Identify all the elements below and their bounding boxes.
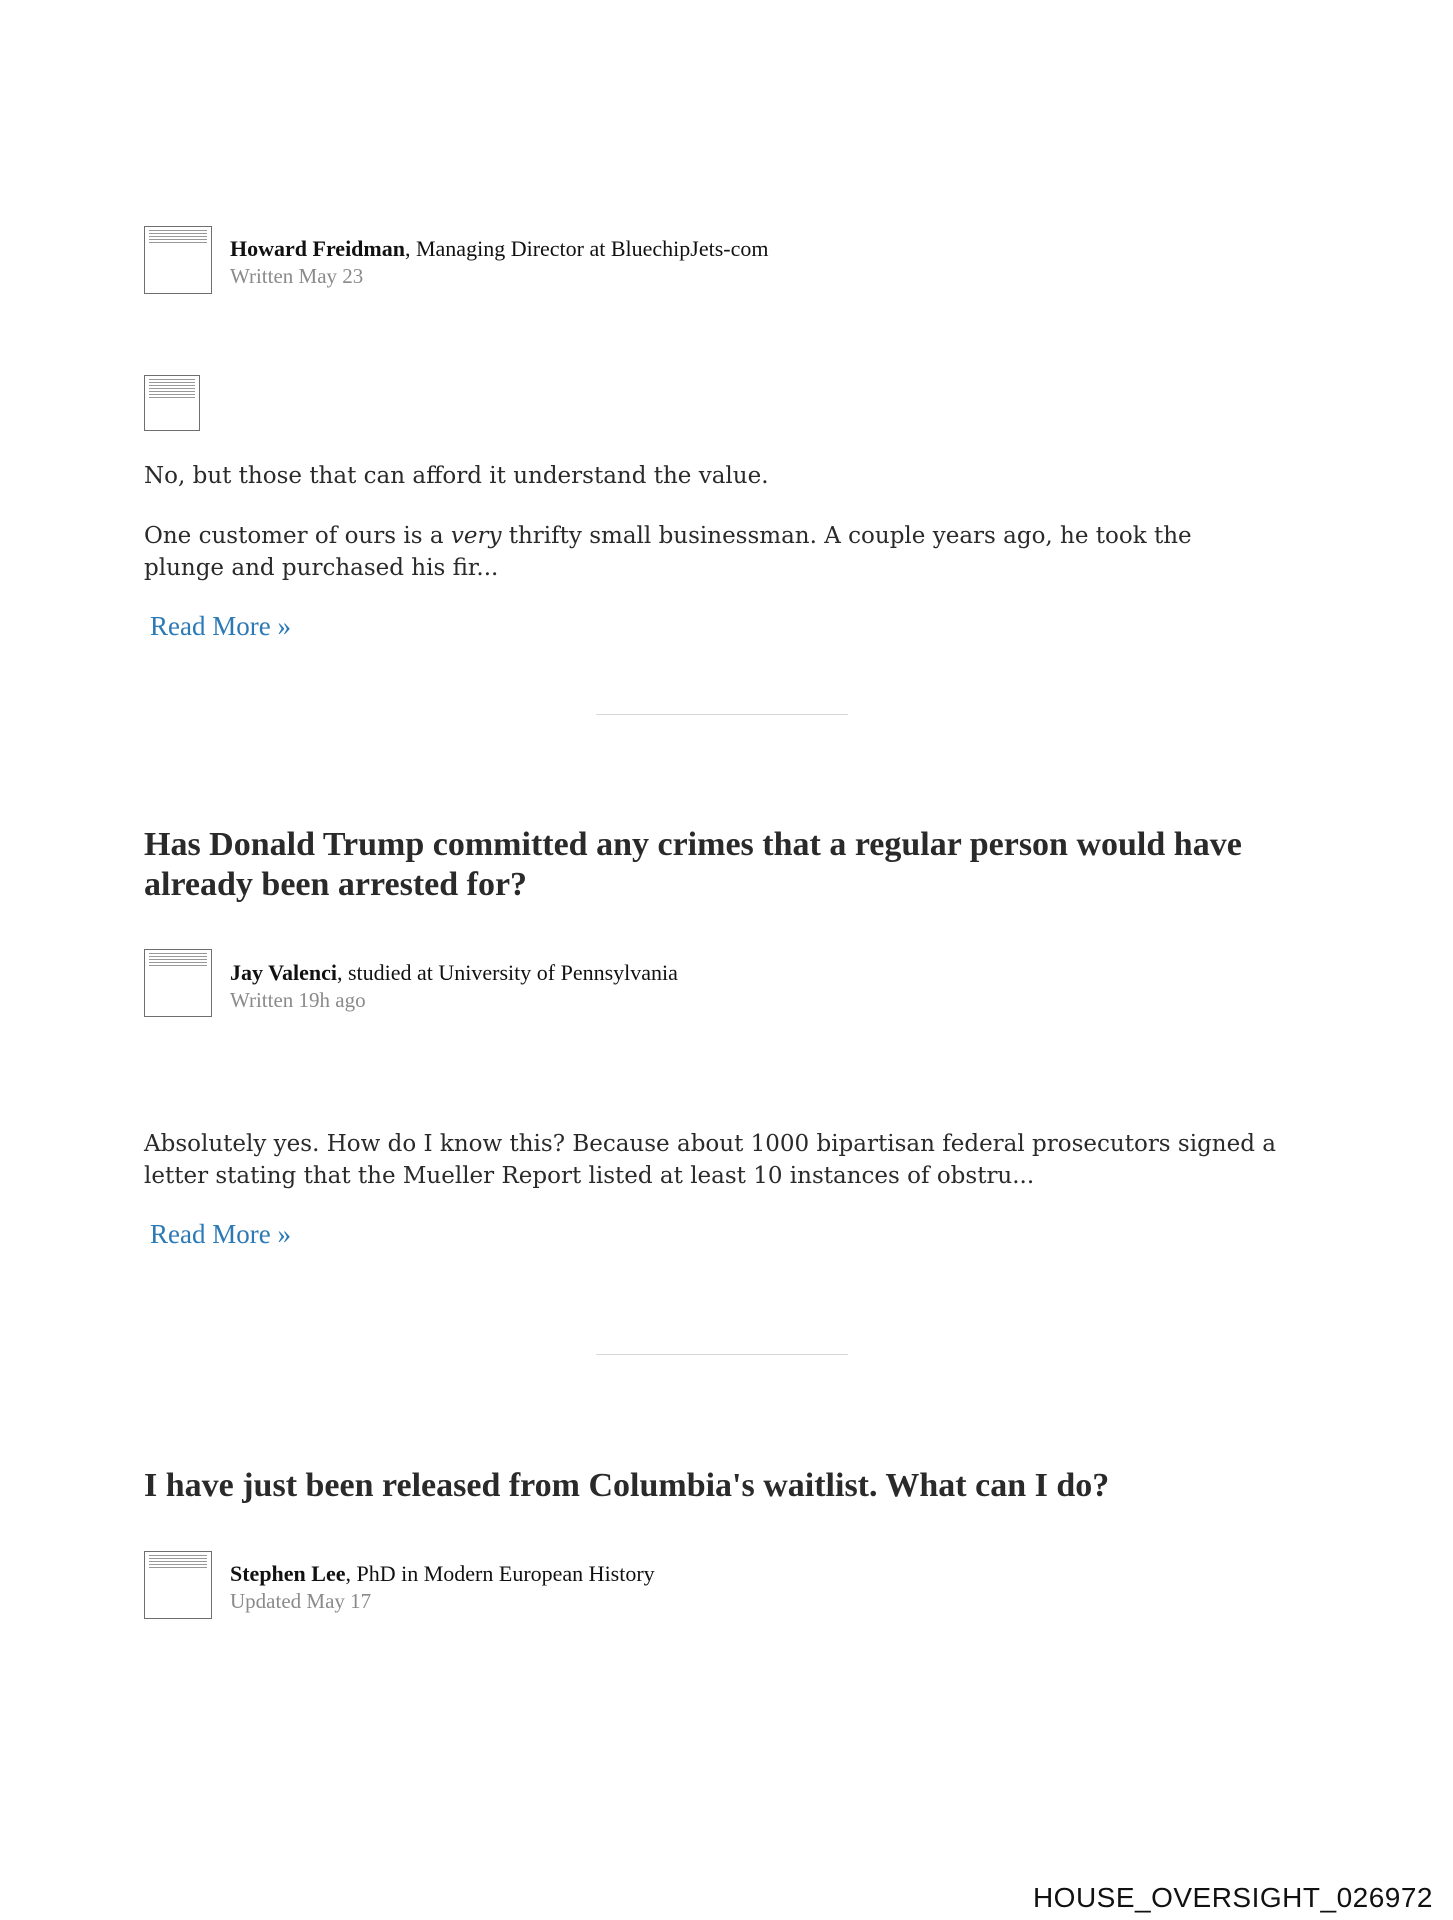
answer-timestamp: Written May 23 <box>230 264 364 288</box>
embedded-image-placeholder <box>149 379 195 399</box>
avatar-placeholder-image <box>149 1555 207 1569</box>
answer-paragraph: No, but those that can afford it understand the value. <box>144 463 769 489</box>
author-avatar[interactable] <box>144 226 212 294</box>
answer-paragraph: Absolutely yes. How do I know this? Because about 1000 bipartisan federal prosecutors signed a letter stating that the Mueller Report listed at least 10 instances of obstru... <box>144 1131 1276 1189</box>
section-divider <box>596 714 848 715</box>
answer-paragraph <box>144 520 1244 584</box>
author-credential: , Managing Director at BluechipJets-com <box>404 236 769 261</box>
bates-number: HOUSE_OVERSIGHT_026972 <box>1032 1882 1433 1913</box>
emphasized-text: very <box>450 523 502 549</box>
author-avatar[interactable] <box>144 949 212 1017</box>
author-line <box>230 960 678 986</box>
author-line <box>230 1561 655 1587</box>
embedded-image <box>144 375 200 431</box>
answer-timestamp: Updated May 17 <box>230 1589 372 1613</box>
read-more-link[interactable]: Read More » <box>150 611 291 641</box>
avatar-placeholder-image <box>149 953 207 967</box>
section-divider <box>596 1354 848 1355</box>
paragraph-text: One customer of ours is a <box>144 523 451 549</box>
paragraph-text: thrifty small businessman. A couple years ago, he took the plunge and purchased his fir... <box>144 523 1192 581</box>
question-title[interactable]: Has Donald Trump committed any crimes that a regular person would have already been arrested for? <box>144 826 1242 903</box>
author-credential: , studied at University of Pennsylvania <box>336 960 678 985</box>
author-avatar[interactable] <box>144 1551 212 1619</box>
author-credential: , PhD in Modern European History <box>345 1561 655 1586</box>
answer-timestamp: Written 19h ago <box>230 988 366 1012</box>
author-name-link[interactable]: Jay Valenci <box>230 960 337 985</box>
author-line <box>230 236 769 262</box>
avatar-placeholder-image <box>149 230 207 244</box>
author-name-link[interactable]: Stephen Lee <box>230 1561 346 1586</box>
read-more-link[interactable]: Read More » <box>150 1219 291 1249</box>
question-title[interactable]: I have just been released from Columbia's waitlist. What can I do? <box>144 1467 1110 1504</box>
author-name-link[interactable]: Howard Freidman <box>230 236 405 261</box>
